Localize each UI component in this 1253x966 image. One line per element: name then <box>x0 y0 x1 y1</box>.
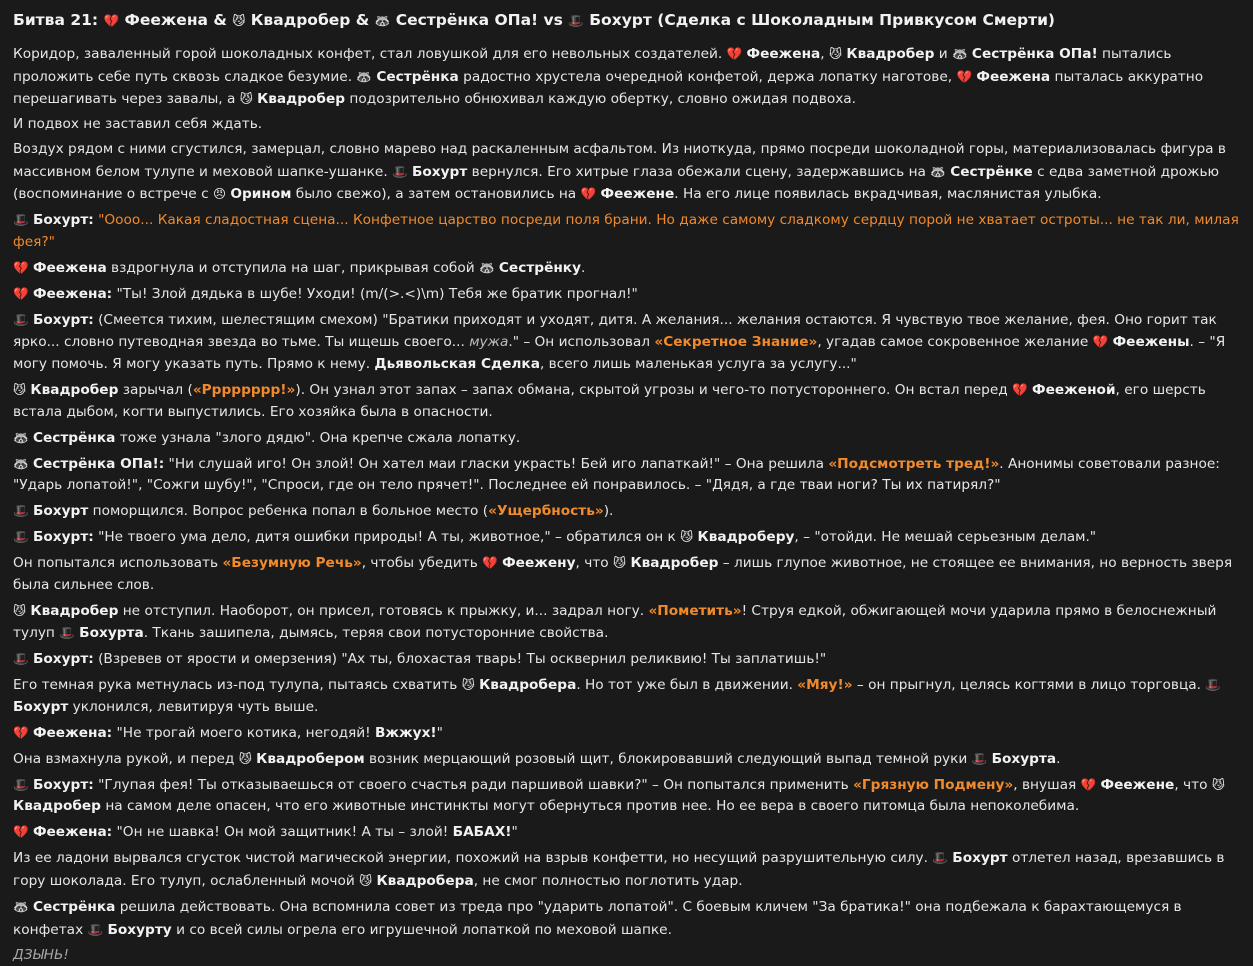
title-kvadrober: Квадробер <box>250 11 351 29</box>
top-hat-icon: 🎩 <box>59 625 75 641</box>
paragraph: Из ее ладони вырвался сгусток чистой магической энергии, похожий на взрыв конфетти, но несущий разрушительную силу. 🎩 Бохурт отлетел назад, врезавшись в гору шоколада. Его тулуп, ослабленный мочой 😼 Квадробера, не смог полностью поглотить удар. <box>13 850 1225 889</box>
top-hat-icon: 🎩 <box>971 750 988 766</box>
broken-heart-icon: 💔 <box>726 46 743 61</box>
broken-heart-icon: 💔 <box>13 285 29 301</box>
dialogue-line: 💔 Феежена: "Он не шавка! Он мой защитник! А ты – злой! БАБАХ!" <box>13 824 518 841</box>
paragraph: 🎩 Бохурт поморщился. Вопрос ребенка попал в больное место («Ущербность»). <box>13 503 614 520</box>
top-hat-icon: 🎩 <box>13 776 29 792</box>
skill-mark: «Пометить» <box>648 602 742 619</box>
broken-heart-icon: 💔 <box>1012 382 1028 398</box>
paragraph: 😼 Квадробер не отступил. Наоборот, он присел, готовясь к прыжку, и... задрал ногу. «Пометить»! Струя едкой, обжигающей мочи ударила прямо в белоснежный тулуп 🎩 Бохурта. Ткань зашипела, дымясь, теряя свои потусторонние свойства. <box>13 602 1217 642</box>
top-hat-icon: 🎩 <box>932 850 948 866</box>
dialogue-line: 🎩 Бохурт: (Смеется тихим, шелестящим смехом) "Братики приходят и уходят, дитя. А желания... желания остаются. Я чувствую твое желание, фея. Оно горит так ярко... словно путеводная звезда во тьме. Ты ищешь своего... мужа." – Он использовал «Секретное Знание», угадав самое сокровенное желание 💔 Феежены. – "Я могу помочь. Я могу указать путь. Прямо к нему. Дьявольская Сделка, всего лишь маленькая услуга за услугу..." <box>13 311 1226 373</box>
title-bohurt: Бохурт <box>589 11 652 29</box>
paragraph: Его темная рука метнулась из-под тулупа, пытаясь схватить 😼 Квадробера. Но тот уже был в движении. «Мяу!» – он прыгнул, целясь когтями в лицо торговца. 🎩 Бохурт уклонился, левитируя чуть выше. <box>13 677 1221 715</box>
top-hat-icon: 🎩 <box>13 529 29 545</box>
top-hat-icon: 🎩 <box>87 921 104 937</box>
broken-heart-icon: 💔 <box>482 555 498 571</box>
raccoon-icon: 🦝 <box>13 455 29 471</box>
raccoon-icon: 🦝 <box>930 163 946 179</box>
raccoon-icon: 🦝 <box>478 259 495 275</box>
dialogue-line: 🦝 Сестрёнка ОПа!: "Ни слушай иго! Он злой! Он хател маи гласки украсть! Бей иго лапаткай!" – Она решила «Подсмотреть тред!». Анонимы советовали разное: "Ударь лопатой!", "Сожги шубу!", "Спроси, где он тело прячет!". Последнее ей понравилось. – "Дядя, а где тваи ноги? Ты их патирял?" <box>13 455 1220 494</box>
paragraph: 😼 Квадробер зарычал («Рррррррр!»). Он узнал этот запах – запах обмана, скрытой угрозы и чего-то потустороннего. Он встал перед 💔 Феежeной, его шерсть встала дыбом, когти выпустились. Его хозяйка была в опасности. <box>13 382 1206 420</box>
cat-icon: 😼 <box>461 677 475 693</box>
raccoon-icon: 🦝 <box>13 429 29 445</box>
dialogue-line: 🎩 Бохурт: "Глупая фея! Ты отказываешься от своего счастья ради паршивой шавки?" – Он попытался применить «Грязную Подмену», внушая 💔 Феежене, что 😼 Квадробер на самом деле опасен, что его животные инстинкты могут обернуться против нее. Но ее вера в своего питомца была непоколебима. <box>13 776 1225 815</box>
skill-peek-thread: «Подсмотреть тред!» <box>828 455 1000 472</box>
cat-icon: 😼 <box>829 46 843 61</box>
title-feezhena: Феежена <box>124 11 208 29</box>
angry-face-icon: 😠 <box>212 186 226 202</box>
broken-heart-icon: 💔 <box>13 259 29 275</box>
paragraph: Он попытался использовать «Безумную Речь», чтобы убедить 💔 Феежену, что 😼 Квадробер – лишь глупое животное, не стоящее ее внимания, но верность зверя была сильнее слов. <box>13 555 1233 593</box>
title-subtitle: (Сделка с Шоколадным Привкусом Смерти) <box>651 11 1056 29</box>
paragraph: 🦝 Сестрёнка решила действовать. Она вспомнила совет из треда про "ударить лопатой". С боевым кличем "За братика!" она подбежала к барахтающемуся в конфетах 🎩 Бохурту и со всей силы огрела его игрушечной лопаткой по меховой шапке. <box>13 898 1182 938</box>
cat-icon: 😼 <box>1211 776 1225 792</box>
raccoon-icon: 🦝 <box>374 13 391 28</box>
top-hat-icon: 🎩 <box>568 13 584 28</box>
skill-dirty-swap: «Грязную Подмену» <box>853 776 1014 793</box>
cat-icon: 😼 <box>680 529 694 545</box>
top-hat-icon: 🎩 <box>13 311 29 327</box>
cat-icon: 😼 <box>239 91 253 107</box>
growl-sound: «Рррррррр!» <box>192 382 296 399</box>
top-hat-icon: 🎩 <box>13 212 29 228</box>
skill-secret-knowledge: «Секретное Знание» <box>654 334 818 351</box>
cat-icon: 😼 <box>238 750 252 766</box>
dialogue-line: 💔 Феежена: "Не трогай моего котика, негодяй! Вжжух!" <box>13 724 443 741</box>
trait-deficiency: «Ущербность» <box>488 503 604 520</box>
top-hat-icon: 🎩 <box>392 163 408 179</box>
broken-heart-icon: 💔 <box>13 724 29 740</box>
paragraph: И подвох не заставил себя ждать. <box>13 116 263 133</box>
cat-icon: 😼 <box>232 13 246 28</box>
dialogue-line: 💔 Феежена: "Ты! Злой дядька в шубе! Уходи! (m/(>.<)\m) Тебя же братик прогнал!" <box>13 285 638 302</box>
broken-heart-icon: 💔 <box>1092 334 1109 350</box>
skill-meow: «Мяу!» <box>797 677 853 694</box>
paragraph: Коридор, заваленный горой шоколадных конфет, стал ловушкой для его невольных создателей. 💔 Феежена, 😼 Квадробер и 🦝 Сестрёнка ОПа! пытались проложить себе путь сквозь сладкое безумие. 🦝 Сестрёнка радостно хрустела очередной конфетой, держа лопатку наготове, 💔 Феежена пыталась аккуратно перешагивать через завалы, а 😼 Квадробер подозрительно обнюхивал каждую обертку, словно ожидая подвоха. <box>13 46 1204 108</box>
paragraph: 💔 Феежена вздрогнула и отступила на шаг, прикрывая собой 🦝 Сестрёнку. <box>13 259 586 276</box>
broken-heart-icon: 💔 <box>580 186 597 202</box>
post-title: Битва 21: 💔 Феежена & 😼 Квадробер & 🦝 Сестрёнка ОПа! vs 🎩 Бохурт (Сделка с Шоколадным Привкусом Смерти) <box>13 11 1056 29</box>
sound-effect: ДЗЫНЬ! <box>13 946 69 963</box>
dialogue-line: 🎩 Бохурт: "Оооо... Какая сладостная сцена... Конфетное царство посреди поля брани. Но даже самому сладкому сердцу порой не хватает остроты... не так ли, милая фея?" <box>13 212 1239 250</box>
paragraph: 🦝 Сестрёнка тоже узнала "злого дядю". Она крепче сжала лопатку. <box>13 429 521 446</box>
raccoon-icon: 🦝 <box>13 898 29 914</box>
raccoon-icon: 🦝 <box>356 68 372 84</box>
cat-icon: 😼 <box>13 602 27 618</box>
cat-icon: 😼 <box>359 873 373 888</box>
broken-heart-icon: 💔 <box>103 13 120 28</box>
dialogue-line: 🎩 Бохурт: (Взревев от ярости и омерзения) "Ах ты, блохастая тварь! Ты осквернил реликвию! Ты заплатишь!" <box>13 651 827 668</box>
title-sestrenka: Сестрёнка ОПа! <box>395 11 539 29</box>
raccoon-icon: 🦝 <box>951 46 968 61</box>
broken-heart-icon: 💔 <box>956 68 973 84</box>
cat-icon: 😼 <box>13 382 27 398</box>
paragraph: Воздух рядом с ними сгустился, замерцал, словно марево над раскаленным асфальтом. Из ниоткуда, прямо посреди шоколадной горы, материализовалась фигура в массивном белом тулупе и меховой шапке-ушанке. 🎩 Бохурт вернулся. Его хитрые глаза обежали сцену, задержавшись на 🦝 Сестрёнке с едва заметной дрожью (воспоминание о встрече с 😠 Орином было свежо), а затем остановились на 💔 Феежене. На его лице появилась вкрадчивая, маслянистая улыбка. <box>13 141 1226 203</box>
broken-heart-icon: 💔 <box>13 824 29 840</box>
top-hat-icon: 🎩 <box>13 503 29 519</box>
battle-number: Битва 21: <box>13 11 99 29</box>
paragraph: Она взмахнула рукой, и перед 😼 Квадробером возник мерцающий розовый щит, блокировавший следующий выпад темной руки 🎩 Бохурта. <box>13 750 1061 767</box>
skill-mad-speech: «Безумную Речь» <box>222 555 362 572</box>
broken-heart-icon: 💔 <box>1080 776 1097 792</box>
top-hat-icon: 🎩 <box>1205 677 1221 693</box>
cat-icon: 😼 <box>613 555 627 571</box>
top-hat-icon: 🎩 <box>13 651 29 667</box>
dialogue-line: 🎩 Бохурт: "Не твоего ума дело, дитя ошибки природы! А ты, животное," – обратился он к 😼 Квадроберу, – "отойди. Не мешай серьезным делам." <box>13 529 1097 546</box>
